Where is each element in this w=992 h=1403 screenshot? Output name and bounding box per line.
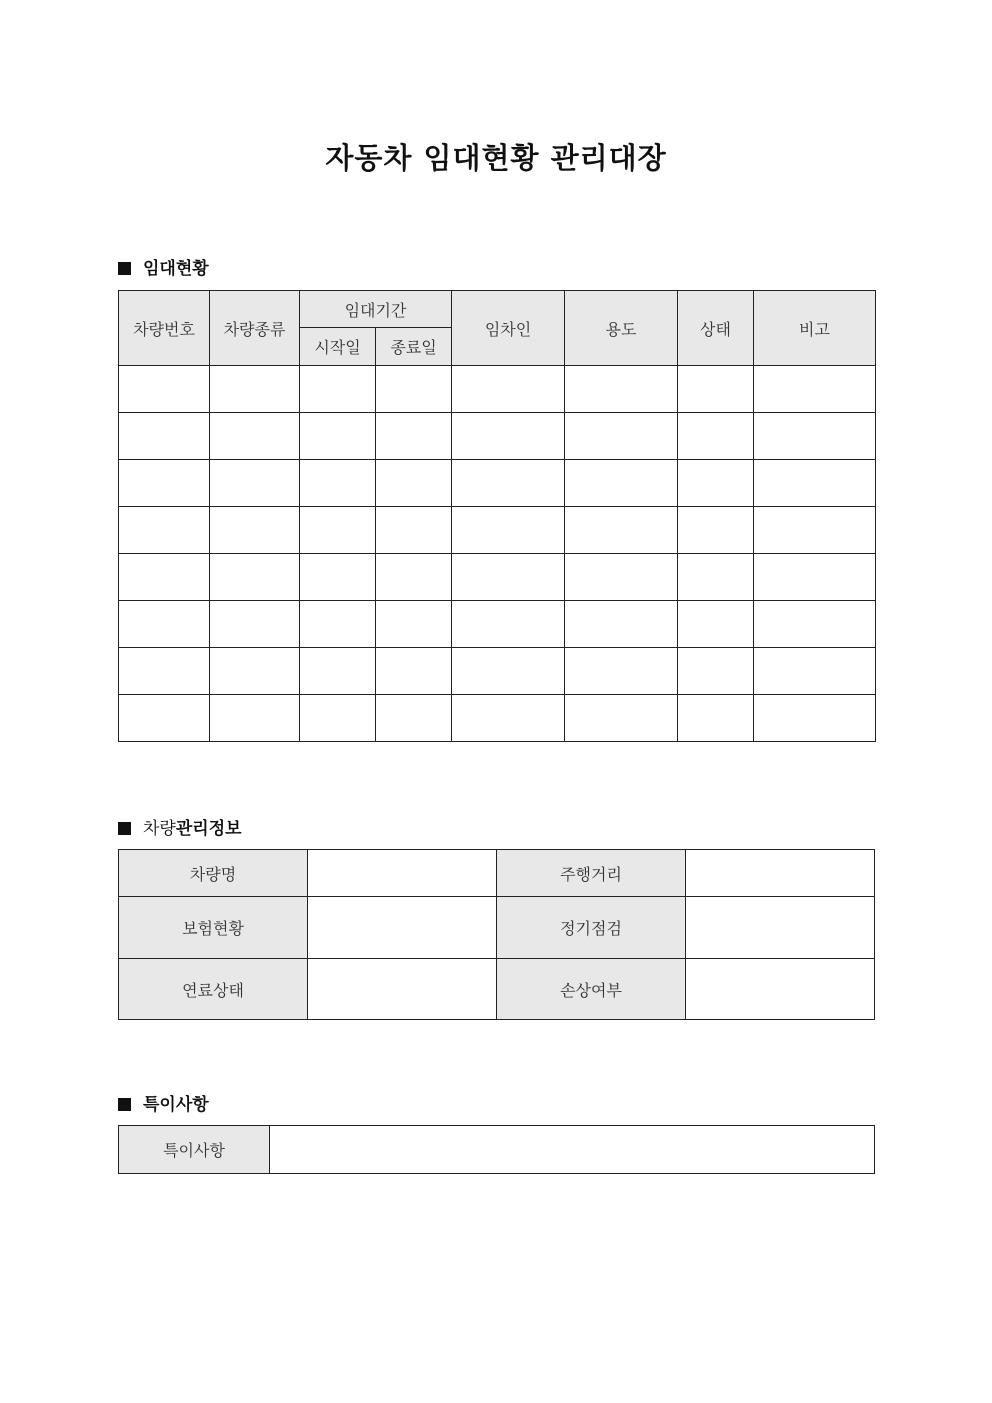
table-cell[interactable] [210, 601, 300, 648]
table-cell[interactable] [300, 413, 376, 460]
table-cell[interactable] [452, 554, 565, 601]
label-insurance: 보험현황 [119, 897, 308, 959]
table-cell[interactable] [565, 366, 678, 413]
table-cell[interactable] [300, 601, 376, 648]
section-heading-bold: 관리정보 [175, 819, 242, 839]
table-cell[interactable] [565, 413, 678, 460]
management-table [118, 849, 875, 1020]
header-period: 임대기간 [300, 291, 452, 328]
table-cell[interactable] [452, 413, 565, 460]
table-cell[interactable] [678, 648, 754, 695]
section-heading-text: 특이사항 [143, 1095, 209, 1115]
value-insurance[interactable] [308, 897, 497, 959]
table-cell[interactable] [210, 695, 300, 742]
table-cell[interactable] [452, 460, 565, 507]
table-row [119, 695, 876, 742]
table-cell[interactable] [565, 460, 678, 507]
table-row [119, 366, 876, 413]
table-cell[interactable] [119, 460, 210, 507]
value-notes[interactable] [270, 1126, 875, 1174]
table-cell[interactable] [678, 601, 754, 648]
table-cell[interactable] [565, 507, 678, 554]
table-cell[interactable] [119, 695, 210, 742]
label-vehicle-name: 차량명 [119, 850, 308, 897]
label-fuel: 연료상태 [119, 959, 308, 1020]
table-cell[interactable] [678, 507, 754, 554]
table-row [119, 413, 876, 460]
header-remarks: 비고 [754, 291, 876, 366]
value-fuel[interactable] [308, 959, 497, 1020]
table-cell[interactable] [754, 413, 876, 460]
notes-table [118, 1125, 875, 1174]
section-heading-rental [118, 254, 209, 279]
section-heading-management [118, 814, 242, 839]
table-cell[interactable] [376, 601, 452, 648]
table-cell[interactable] [754, 648, 876, 695]
table-row [119, 601, 876, 648]
label-notes: 특이사항 [119, 1126, 270, 1174]
table-cell[interactable] [210, 507, 300, 554]
table-cell[interactable] [678, 413, 754, 460]
table-cell[interactable] [452, 695, 565, 742]
table-cell[interactable] [300, 460, 376, 507]
section-heading-notes [118, 1090, 209, 1115]
table-cell[interactable] [452, 648, 565, 695]
table-cell[interactable] [210, 413, 300, 460]
table-cell[interactable] [754, 554, 876, 601]
header-purpose: 용도 [565, 291, 678, 366]
table-cell[interactable] [376, 554, 452, 601]
label-inspection: 정기점검 [497, 897, 686, 959]
header-end: 종료일 [376, 328, 452, 366]
table-cell[interactable] [678, 460, 754, 507]
table-cell[interactable] [754, 507, 876, 554]
section-heading-text: 임대현황 [143, 259, 209, 279]
table-cell[interactable] [754, 695, 876, 742]
table-cell[interactable] [565, 554, 678, 601]
table-cell[interactable] [678, 554, 754, 601]
table-cell[interactable] [565, 695, 678, 742]
table-cell[interactable] [376, 413, 452, 460]
header-vehicle-type: 차량종류 [210, 291, 300, 366]
rental-table [118, 290, 876, 742]
header-lessee: 임차인 [452, 291, 565, 366]
value-damage[interactable] [686, 959, 875, 1020]
table-cell[interactable] [565, 601, 678, 648]
table-cell[interactable] [119, 601, 210, 648]
table-cell[interactable] [119, 648, 210, 695]
table-cell[interactable] [452, 601, 565, 648]
table-cell[interactable] [300, 695, 376, 742]
table-cell[interactable] [376, 695, 452, 742]
value-mileage[interactable] [686, 850, 875, 897]
table-cell[interactable] [119, 413, 210, 460]
table-cell[interactable] [300, 648, 376, 695]
table-cell[interactable] [678, 366, 754, 413]
table-cell[interactable] [376, 366, 452, 413]
value-vehicle-name[interactable] [308, 850, 497, 897]
header-vehicle-no: 차량번호 [119, 291, 210, 366]
page-title: 자동차 임대현황 관리대장 [325, 141, 667, 175]
table-cell[interactable] [119, 554, 210, 601]
table-cell[interactable] [210, 554, 300, 601]
header-status: 상태 [678, 291, 754, 366]
square-bullet-icon [118, 1098, 131, 1111]
square-bullet-icon [118, 262, 131, 275]
table-cell[interactable] [210, 366, 300, 413]
table-cell[interactable] [300, 507, 376, 554]
table-cell[interactable] [376, 460, 452, 507]
table-cell[interactable] [119, 507, 210, 554]
table-cell[interactable] [565, 648, 678, 695]
table-cell[interactable] [754, 460, 876, 507]
square-bullet-icon [118, 822, 131, 835]
value-inspection[interactable] [686, 897, 875, 959]
table-cell[interactable] [678, 695, 754, 742]
header-start: 시작일 [300, 328, 376, 366]
table-cell[interactable] [376, 648, 452, 695]
table-row [119, 460, 876, 507]
table-cell[interactable] [452, 507, 565, 554]
table-row [119, 648, 876, 695]
table-cell[interactable] [376, 507, 452, 554]
table-row [119, 554, 876, 601]
table-cell[interactable] [210, 460, 300, 507]
table-row [119, 507, 876, 554]
table-cell[interactable] [210, 648, 300, 695]
table-cell[interactable] [452, 366, 565, 413]
label-damage: 손상여부 [497, 959, 686, 1020]
table-cell[interactable] [300, 366, 376, 413]
section-heading-normal: 차량 [143, 819, 176, 839]
label-mileage: 주행거리 [497, 850, 686, 897]
table-cell[interactable] [754, 366, 876, 413]
table-cell[interactable] [754, 601, 876, 648]
table-cell[interactable] [119, 366, 210, 413]
table-cell[interactable] [300, 554, 376, 601]
